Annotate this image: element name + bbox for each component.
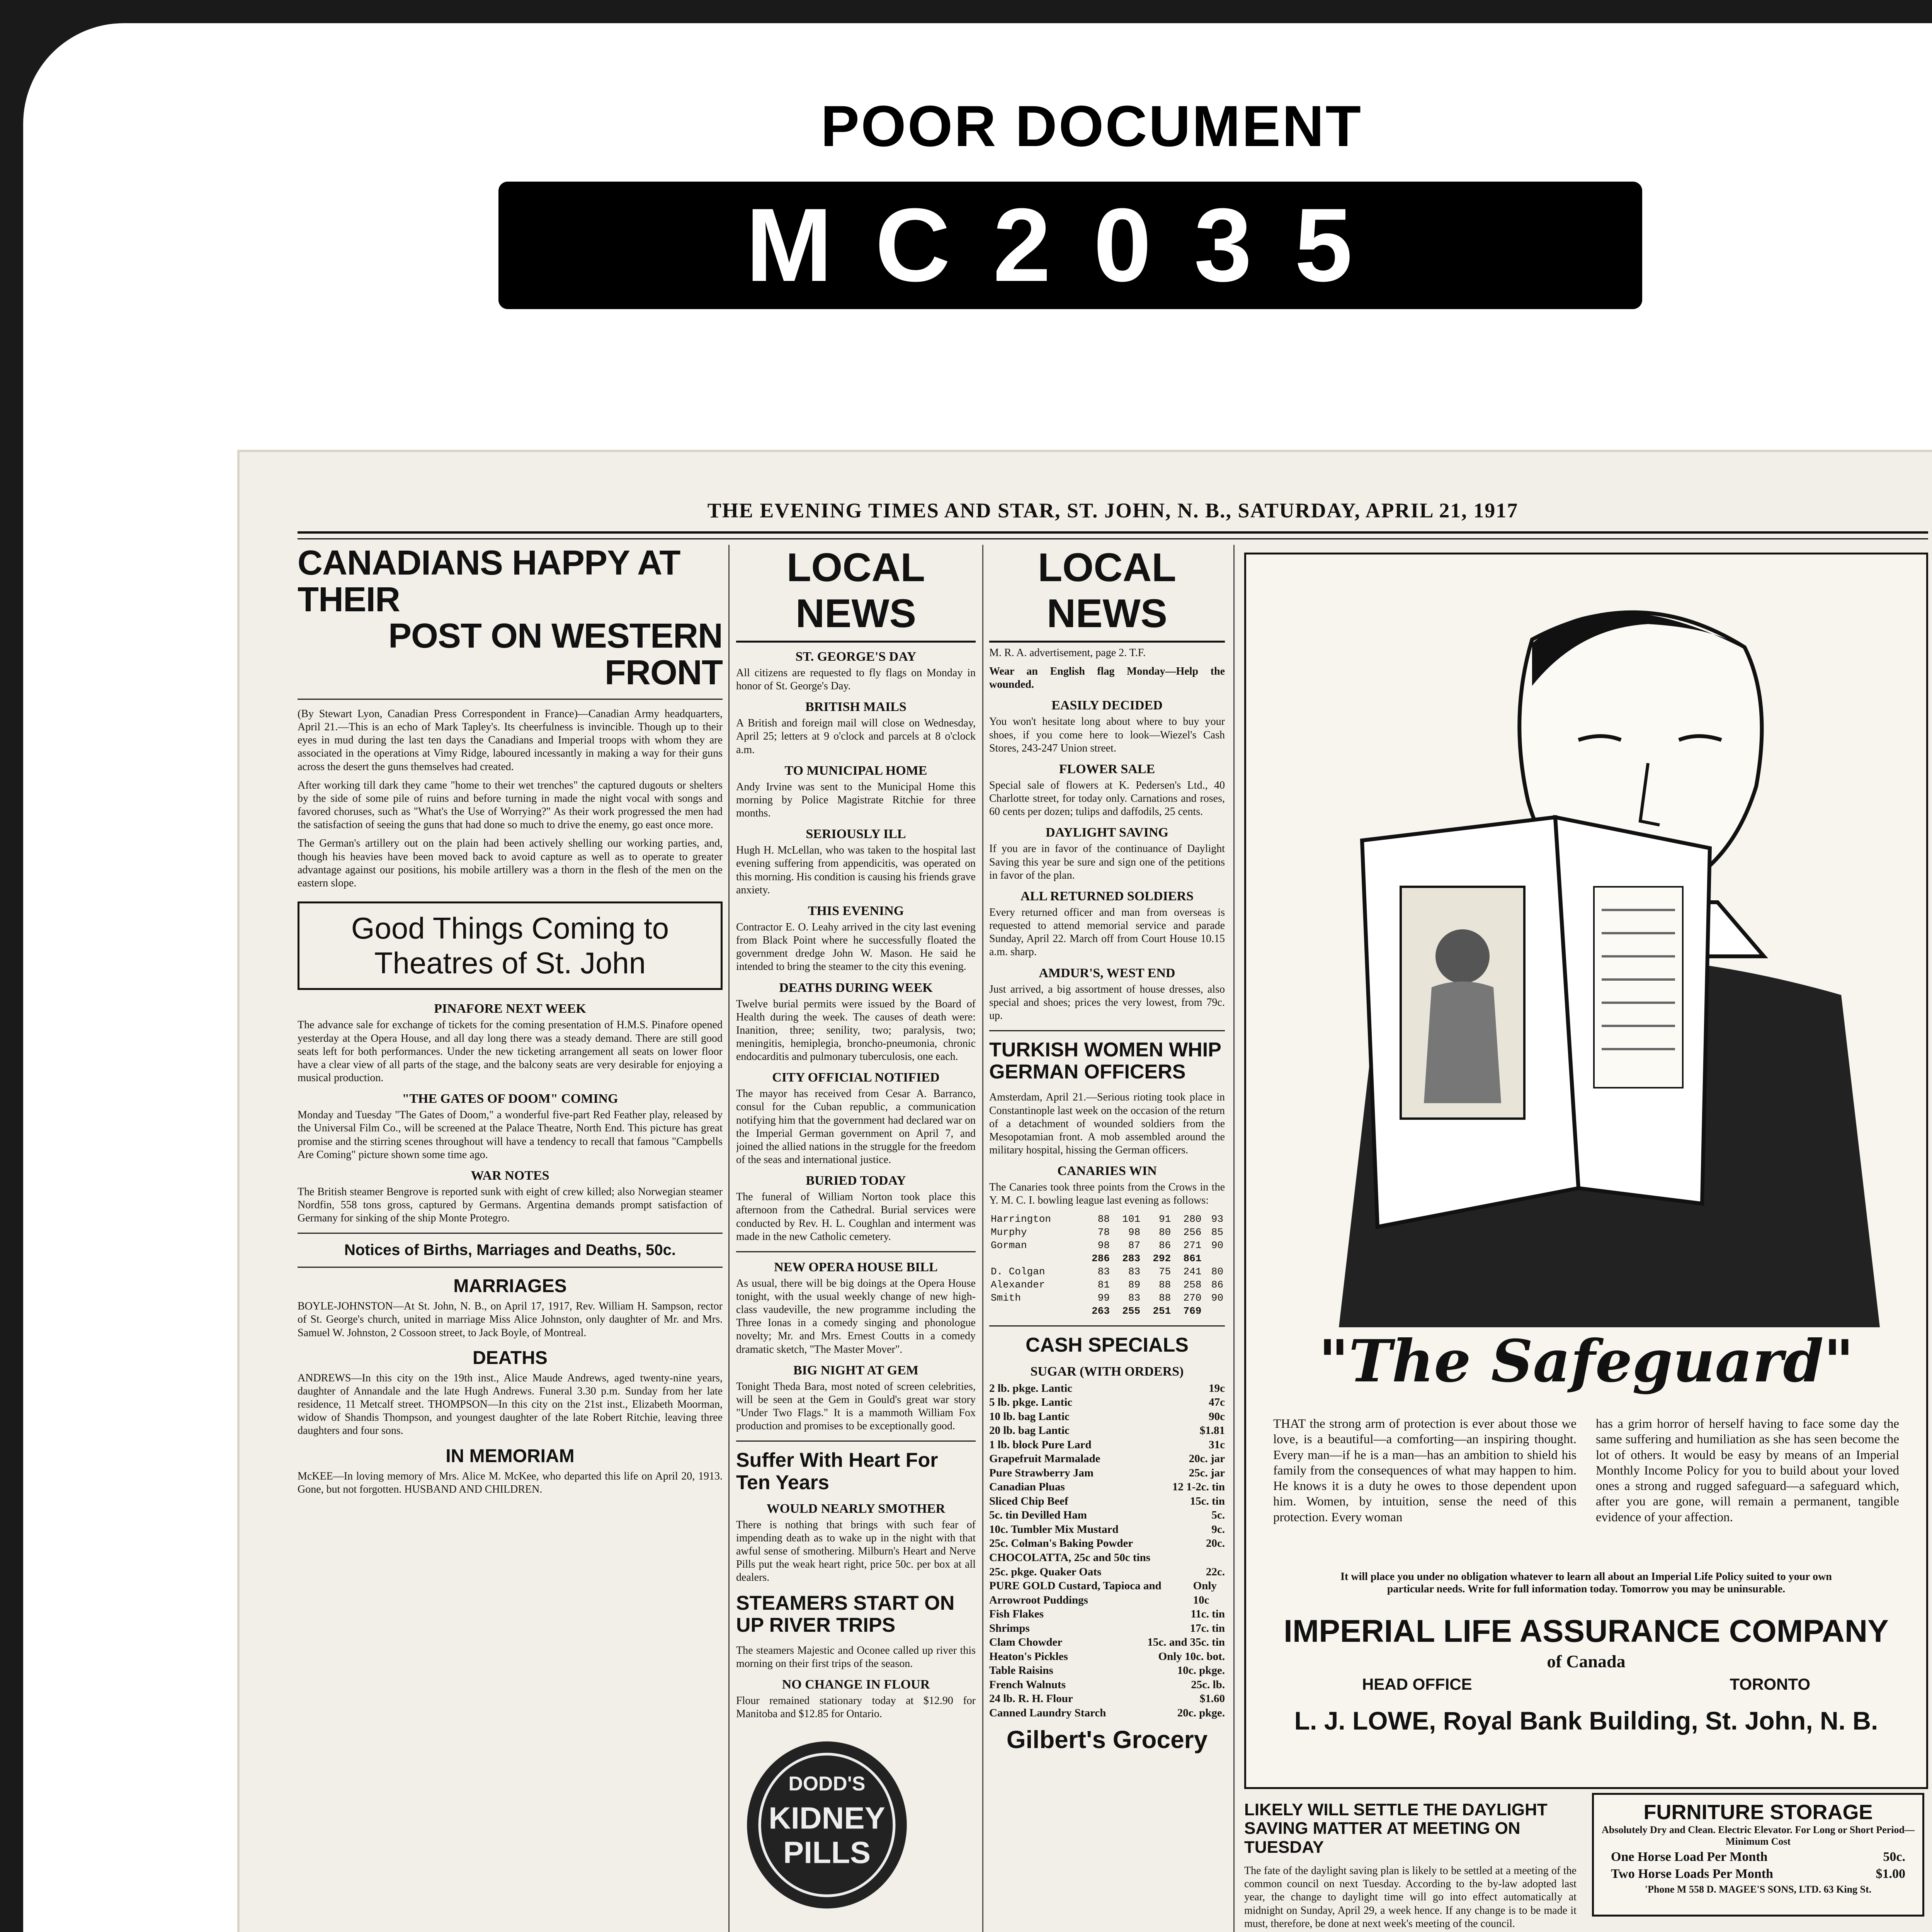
subheading: CITY OFFICIAL NOTIFIED (772, 1070, 940, 1085)
table-cell: 88 (1158, 1279, 1171, 1291)
price-list-item (989, 1423, 1225, 1438)
item-name: 24 lb. R. H. Flour (989, 1692, 1073, 1705)
kidney-label: KIDNEY (769, 1800, 885, 1835)
column-rule (728, 545, 730, 1932)
table-cell (1203, 1304, 1225, 1318)
table-row (989, 1213, 1225, 1226)
subheading-flour: NO CHANGE IN FLOUR (782, 1677, 930, 1692)
table-cell: 98 (1097, 1240, 1110, 1252)
column-rule (982, 545, 983, 1932)
news-item: Hugh H. McLellan, who was taken to the hospital last evening suffering from appendicitis, was operated on this morning. His condition is causing his friends grave anxiety. (736, 844, 976, 896)
item-name: Fish Flakes (989, 1608, 1044, 1621)
subheading: TO MUNICIPAL HOME (784, 763, 927, 778)
table-cell (989, 1252, 1081, 1265)
rate-value: $1.00 (1876, 1867, 1905, 1881)
divider (298, 1267, 723, 1268)
price-list-item (989, 1607, 1225, 1621)
price-list-item (989, 1438, 1225, 1452)
price-list-item (989, 1494, 1225, 1509)
news-item: Flour remained stationary today at $12.90 for Manitoba and $12.85 for Ontario. (736, 1695, 976, 1720)
news-item: The Canaries took three points from the Crows in the Y. M. C. I. bowling league last evening as follows: (989, 1181, 1225, 1207)
price-list-item (989, 1508, 1225, 1522)
item-price: 20c. jar (1189, 1452, 1225, 1465)
rate-value: 50c. (1883, 1850, 1905, 1864)
deaths-heading: DEATHS (473, 1347, 548, 1368)
table-total-row (989, 1304, 1225, 1318)
newspaper-page (240, 452, 1932, 1932)
column-rule (1233, 545, 1235, 1932)
item-name: 1 lb. block Pure Lard (989, 1438, 1092, 1451)
company-country: of Canada (1547, 1651, 1626, 1671)
news-item: Contractor E. O. Leahy arrived in the city last evening from Black Point where he successfully floated the government dredge John W. Mason. He said he intended to bring the steamer to the city this evening. (736, 921, 976, 973)
item-price: 10c. pkge. (1177, 1664, 1225, 1677)
news-item: M. R. A. advertisement, page 2. T.F. (989, 647, 1146, 659)
table-cell: Harrington (991, 1213, 1051, 1225)
cash-specials-subheading: SUGAR (WITH ORDERS) (1030, 1364, 1184, 1379)
price-list-item (989, 1663, 1225, 1678)
item-price: 9c. (1211, 1523, 1225, 1536)
subheading: THIS EVENING (808, 903, 904, 918)
item-name: 5 lb. pkge. Lantic (989, 1396, 1073, 1409)
article-paragraph: (By Stewart Lyon, Canadian Press Correspondent in France)—Canadian Army headquarters, April 21.—This is an echo of Mark Tapley's. Its cheerfulness is invincible. Though up to their eyes in mud during the last ten days the Canadians and Imperial troops with whom they are associated in the operations at Vimy Ridge, laboured incessantly in making a way for their guns across the desert the guns themselves had created. (298, 708, 723, 773)
table-cell: 81 (1097, 1279, 1110, 1291)
price-list-item (989, 1410, 1225, 1424)
table-cell: 769 (1183, 1305, 1202, 1317)
head-office-city: TORONTO (1730, 1675, 1810, 1693)
furniture-phone: 'Phone M 558 D. MAGEE'S SONS, LTD. 63 King St. (1645, 1884, 1872, 1895)
table-cell: 90 (1211, 1240, 1223, 1252)
suffer-heart-headline: Suffer With Heart For Ten Years (736, 1449, 938, 1494)
item-name: 2 lb. pkge. Lantic (989, 1382, 1073, 1395)
headline-canadians: CANADIANS HAPPY AT THEIR (298, 545, 680, 619)
item-name: PURE GOLD Custard, Tapioca and Arrowroot Puddings (989, 1580, 1162, 1606)
item-price: $1.60 (1199, 1692, 1225, 1705)
divider (989, 1325, 1225, 1327)
item-name: 10c. Tumbler Mix Mustard (989, 1523, 1119, 1536)
item-price: Only 10c (1193, 1580, 1217, 1606)
policy-booklet-icon (1362, 817, 1710, 1227)
table-cell: 280 (1183, 1213, 1202, 1225)
pills-label: PILLS (783, 1835, 871, 1870)
price-list-item (989, 1395, 1225, 1410)
subheading: BURIED TODAY (806, 1173, 906, 1188)
table-cell: D. Colgan (991, 1266, 1045, 1278)
headline-western-front: POST ON WESTERN FRONT (388, 617, 723, 692)
marriages-heading: MARRIAGES (453, 1276, 567, 1297)
memoriam-heading: IN MEMORIAM (446, 1446, 575, 1466)
item-name: Canned Laundry Starch (989, 1706, 1106, 1719)
table-cell: 258 (1183, 1279, 1202, 1291)
item-name: Clam Chowder (989, 1636, 1063, 1649)
table-cell: 87 (1128, 1240, 1141, 1252)
item-name: Heaton's Pickles (989, 1650, 1068, 1663)
price-list-item (989, 1551, 1225, 1565)
price-list-item (989, 1692, 1225, 1706)
furniture-title: FURNITURE STORAGE (1643, 1801, 1873, 1824)
item-price: 12 1-2c. tin (1172, 1481, 1225, 1493)
death-notice: ANDREWS—In this city on the 19th inst., Alice Maude Andrews, aged twenty-nine years, daughter of Annandale and the late Hugh Andrews. Funeral 3.30 p.m. Sunday from her late residence, 11 Metcalf street. THOMPSON—In this city on the 21st inst., Elizabeth Moorman, widow of Shandis Thompson, and youngest daughter of the late Robert Ritchie, leaving three daughters and four sons. (298, 1372, 723, 1437)
news-item: Andy Irvine was sent to the Municipal Home this morning by Police Magistrate Ritchie for three months. (736, 781, 976, 820)
subheading-opera-house: NEW OPERA HOUSE BILL (774, 1260, 938, 1274)
furniture-description: Absolutely Dry and Clean. Electric Elevator. For Long or Short Period—Minimum Cost (1602, 1824, 1915, 1847)
head-office-label: HEAD OFFICE (1362, 1675, 1472, 1693)
article-paragraph: After working till dark they came "home to their wet trenches" the captured dugouts or shelters by the side of some pile of ruins and before turning in made the night vocal with songs and favored choruses, such as "What's the Use of Worrying?" As their work progressed the men had the satisfaction of seeing the guns that had done so much to drive the enemy, go east once more. (298, 779, 723, 831)
table-cell: 86 (1158, 1240, 1171, 1252)
item-name: Pure Strawberry Jam (989, 1466, 1094, 1479)
item-name: Canadian Pluas (989, 1481, 1065, 1493)
price-list-item (989, 1678, 1225, 1692)
subheading: ST. GEORGE'S DAY (795, 650, 917, 664)
column-2 (736, 545, 976, 1932)
item-name: 10 lb. bag Lantic (989, 1410, 1070, 1423)
table-cell: 93 (1211, 1213, 1223, 1225)
table-cell: 90 (1211, 1292, 1223, 1304)
masthead: THE EVENING TIMES AND STAR, ST. JOHN, N. B., SATURDAY, APRIL 21, 1917 (707, 499, 1519, 522)
price-list-item (989, 1706, 1225, 1720)
price-list-item (989, 1466, 1225, 1480)
price-list-item (989, 1522, 1225, 1537)
price-list-item (989, 1480, 1225, 1494)
news-item: The steamers Majestic and Oconee called up river this morning on their first trips of the season. (736, 1644, 976, 1670)
table-total-row (989, 1252, 1225, 1265)
turkish-women-headline: TURKISH WOMEN WHIP GERMAN OFFICERS (989, 1038, 1221, 1083)
daylight-saving-headline: LIKELY WILL SETTLE THE DAYLIGHT SAVING MATTER AT MEETING ON TUESDAY (1244, 1800, 1548, 1857)
steamers-headline: STEAMERS START ON UP RIVER TRIPS (736, 1592, 955, 1636)
news-item: The fate of the daylight saving plan is likely to be settled at a meeting of the common council on next Tuesday. According to the by-law adopted last year, the change to daylight time will go into effect automatically at midnight on Sunday, April 29, a week hence. If any change is to be made it must, therefore, be done at next week's meeting of the council. (1244, 1865, 1577, 1930)
item-price: 90c (1209, 1410, 1225, 1423)
news-item: All citizens are requested to fly flags on Monday in honor of St. George's Day. (736, 667, 976, 692)
cash-specials-heading: CASH SPECIALS (1026, 1334, 1189, 1357)
dodds-label: DODD'S (788, 1772, 866, 1795)
table-cell: 255 (1122, 1305, 1141, 1317)
local-agent: L. J. LOWE, Royal Bank Building, St. John, N. B. (1294, 1706, 1878, 1735)
safeguard-title: "The Safeguard" (1318, 1327, 1854, 1395)
table-cell (989, 1304, 1081, 1318)
item-name: Sliced Chip Beef (989, 1495, 1068, 1507)
table-cell: 861 (1183, 1253, 1202, 1265)
subheading-pinafore: PINAFORE NEXT WEEK (434, 1002, 586, 1016)
price-list-item (989, 1579, 1225, 1607)
table-cell: 85 (1211, 1226, 1223, 1238)
subheading: AMDUR'S, WEST END (1039, 966, 1175, 980)
news-item: You won't hesitate long about where to buy your shoes, if you come here to look—Wiezel's Cash Stores, 243-247 Union street. (989, 716, 1225, 754)
item-price: 15c. and 35c. tin (1147, 1636, 1225, 1649)
company-name: IMPERIAL LIFE ASSURANCE COMPANY (1284, 1614, 1889, 1649)
item-name: 5c. tin Devilled Ham (989, 1509, 1087, 1522)
article-paragraph: The German's artillery out on the plain had been actively shelling our working parties, and, though his heavies have been moved back to avoid capture as well as to operate to greater advantage against our positions, his mobile artillery was a thorn in the flesh of the men on the eastern slope. (298, 837, 723, 889)
table-cell: Smith (991, 1292, 1021, 1304)
column-3 (989, 545, 1225, 1932)
subheading: ALL RETURNED SOLDIERS (1020, 889, 1194, 903)
item-name: Shrimps (989, 1622, 1030, 1634)
local-news-heading: LOCAL NEWS (989, 545, 1225, 643)
news-item: As usual, there will be big doings at the Opera House tonight, with the usual weekly change of new high-class vaudeville, the new programme including the Three Ionas in a comedy singing and phonologue novelty; Mr. and Mrs. Ernest Coutts in a comedy dramatic sketch, "The Master Mover". (736, 1277, 976, 1355)
news-item: The funeral of William Norton took place this afternoon from the Cathedral. Burial services were conducted by Rev. H. L. Coughlan and interment was made in the new Catholic cemetery. (736, 1191, 976, 1243)
subheading-gem: BIG NIGHT AT GEM (793, 1363, 919, 1378)
rate-label: Two Horse Loads Per Month (1611, 1867, 1773, 1881)
table-row (989, 1265, 1225, 1278)
head-office-row (1362, 1675, 1810, 1694)
news-item: Wear an English flag Monday—Help the wounded. (989, 665, 1225, 691)
table-cell: 83 (1097, 1266, 1110, 1278)
poor-document-label: POOR DOCUMENT (821, 94, 1362, 158)
item-price: 5c. (1211, 1509, 1225, 1522)
imperial-life-ad (1244, 553, 1928, 1789)
news-item: Special sale of flowers at K. Pedersen's Ltd., 40 Charlotte street, for today only. Carnations and roses, 60 cents per dozen; tulips and daffodils, 25 cents. (989, 779, 1225, 818)
theatres-box-heading: Good Things Coming to Theatres of St. John (298, 901, 723, 990)
item-price: 31c (1209, 1438, 1225, 1451)
masthead-rule (298, 531, 1928, 539)
price-list-item (989, 1635, 1225, 1650)
news-item: Just arrived, a big assortment of house dresses, also special and shoes; prices the very lowest, from 79c. up. (989, 983, 1225, 1022)
table-row (989, 1226, 1225, 1239)
table-cell: 80 (1211, 1266, 1223, 1278)
furniture-rate-row (1611, 1850, 1905, 1864)
item-price: 22c. (1206, 1565, 1225, 1578)
table-cell: 99 (1097, 1292, 1110, 1304)
microfilm-code-label: MC2035 (498, 182, 1642, 309)
suffer-subheading: WOULD NEARLY SMOTHER (766, 1501, 946, 1516)
furniture-rate-row (1611, 1867, 1905, 1881)
table-cell: 86 (1211, 1279, 1223, 1291)
dodds-kidney-pills-ad (736, 1734, 918, 1916)
table-cell: 83 (1128, 1292, 1141, 1304)
table-cell: 75 (1158, 1266, 1171, 1278)
item-name: French Walnuts (989, 1678, 1066, 1691)
subheading: DEATHS DURING WEEK (779, 980, 933, 995)
safeguard-note: It will place you under no obligation whatever to learn all about an Imperial Life Policy suited to your own particular needs. Write for full information today. Tomorrow you may be uninsurable. (1340, 1571, 1832, 1595)
divider (736, 1440, 976, 1442)
price-list-item (989, 1381, 1225, 1396)
divider (298, 699, 723, 700)
table-cell: 271 (1183, 1240, 1202, 1252)
subheading: EASILY DECIDED (1051, 698, 1163, 713)
divider (989, 1030, 1225, 1031)
table-cell: 83 (1128, 1266, 1141, 1278)
item-price: 15c. tin (1190, 1495, 1225, 1507)
table-cell: 80 (1158, 1226, 1171, 1238)
table-cell: 89 (1128, 1279, 1141, 1291)
table-cell: 283 (1122, 1253, 1141, 1265)
news-item: The mayor has received from Cesar A. Barranco, consul for the Cuban republic, a communication notifying him that the government had declared war on the Imperial German government on April 7, and joined the allied nations in the struggle for the freedom of the seas and international justice. (736, 1088, 976, 1166)
news-item: Amsterdam, April 21.—Serious rioting took place in Constantinople last week on the occasion of the return of a detachment of wounded soldiers from the Mesopotamian front. A mob assembled around the military hospital, hissing the German officers. (989, 1091, 1225, 1156)
item-price: Only 10c. bot. (1158, 1650, 1225, 1663)
subheading: DAYLIGHT SAVING (1046, 825, 1168, 840)
table-cell: Murphy (991, 1226, 1027, 1238)
price-list-item (989, 1452, 1225, 1466)
table-cell: 101 (1122, 1213, 1141, 1225)
divider (736, 1251, 976, 1252)
price-list-item (989, 1650, 1225, 1664)
table-cell: 88 (1097, 1213, 1110, 1225)
subheading: FLOWER SALE (1059, 762, 1155, 776)
safeguard-copy (1273, 1416, 1899, 1525)
news-item: Tonight Theda Bara, most noted of screen celebrities, will be seen at the Gem in Gould's great war story "Under Two Flags." It is a mammoth William Fox production and promises to be exceptionally good. (736, 1380, 976, 1432)
bowling-scores-table (989, 1213, 1225, 1318)
subheading-gates-of-doom: "THE GATES OF DOOM" COMING (402, 1092, 618, 1106)
news-item: If you are in favor of the continuance of Daylight Saving this year be sure and sign one of the petitions in favor of the plan. (989, 843, 1225, 881)
table-row (989, 1291, 1225, 1304)
item-price: 11c. tin (1190, 1608, 1225, 1621)
table-cell: 78 (1097, 1226, 1110, 1238)
item-name: Table Raisins (989, 1664, 1053, 1677)
column-4 (1244, 1793, 1577, 1932)
item-name: Grapefruit Marmalade (989, 1452, 1100, 1465)
table-cell: 251 (1153, 1305, 1171, 1317)
column-1 (298, 545, 723, 1932)
news-item: Twelve burial permits were issued by the Board of Health during the week. The causes of death were: Inanition, three; senility, two; paralysis, two; meningitis, hemiplegia, broncho-pneumonia, chronic endocarditis and pulmonary tuberculosis, one each. (736, 998, 976, 1063)
table-cell: 91 (1158, 1213, 1171, 1225)
subheading: BRITISH MAILS (805, 700, 906, 714)
table-cell (1203, 1252, 1225, 1265)
item-price: 47c (1209, 1396, 1225, 1409)
table-cell: 256 (1183, 1226, 1202, 1238)
article-paragraph: Monday and Tuesday "The Gates of Doom," a wonderful five-part Red Feather play, released by the Universal Film Co., will be screened at the Palace Theatre, North End. This picture has great promise and the stirring scenes throughout will have a tendency to recall that famous "Campbells Are Coming" picture shown some time ago. (298, 1109, 723, 1161)
gilberts-grocery-name: Gilbert's Grocery (1006, 1726, 1208, 1754)
article-paragraph: The British steamer Bengrove is reported sunk with eight of crew killed; also Norwegian steamer Nordfin, 558 tons gross, captured by Germans. Argentina demands prompt satisfaction of Germany for sinking of the ship Monte Protegro. (298, 1185, 723, 1225)
article-paragraph: The advance sale for exchange of tickets for the coming presentation of H.M.S. Pinafore opened yesterday at the Opera House, and all day long there was a steady demand. There are still good seats left for both performances. Under the new ticketing arrangement all seats on lower floor have a clear view of all parts of the stage, and the balcony seats are very desirable for enjoying a musical production. (298, 1019, 723, 1084)
table-cell: 263 (1092, 1305, 1110, 1317)
table-cell: 98 (1128, 1226, 1141, 1238)
table-row (989, 1278, 1225, 1291)
marriage-notice: BOYLE-JOHNSTON—At St. John, N. B., on April 17, 1917, Rev. William H. Sampson, rector of St. George's church, united in marriage Miss Alice Johnston, only daughter of Mr. and Mrs. Samuel W. Johnston, 2 Cossoon street, to Jack Boyle, of Montreal. (298, 1300, 723, 1339)
item-name: 25c. Colman's Baking Powder (989, 1537, 1133, 1550)
safeguard-copy-right: has a grim horror of herself having to face some day the same suffering and humiliation as she has seen become the lot of others. It would be easy by means of an Imperial Monthly Income Policy for you to build about your loved ones a strong and rugged safeguard—a safeguard which, after you are gone, will remain a permanent, tangible evidence of your affection. (1596, 1417, 1899, 1524)
table-cell: 286 (1092, 1253, 1110, 1265)
item-name: CHOCOLATTA, 25c and 50c tins (989, 1551, 1151, 1564)
ad-copy: There is nothing that brings with such fear of impending death as to wake up in the night with that awful sense of smothering. Milburn's Heart and Nerve Pills put the weak heart right, price 50c. per box at all dealers. (736, 1519, 976, 1584)
local-news-heading: LOCAL NEWS (736, 545, 976, 643)
memoriam-notice: McKEE—In loving memory of Mrs. Alice M. McKee, who departed this life on April 20, 1913. Gone, but not forgotten. HUSBAND AND CHILDREN. (298, 1470, 723, 1495)
item-price: 25c. jar (1189, 1466, 1225, 1479)
item-price: 25c. lb. (1191, 1678, 1225, 1691)
news-item: Every returned officer and man from overseas is requested to attend memorial service and parade Sunday, April 22. March off from Court House 10.15 a.m. sharp. (989, 906, 1225, 958)
price-list-item (989, 1565, 1225, 1579)
furniture-storage-ad (1592, 1793, 1924, 1917)
item-name: 25c. pkge. Quaker Oats (989, 1565, 1102, 1578)
table-cell: 292 (1153, 1253, 1171, 1265)
table-cell: Gorman (991, 1240, 1027, 1252)
item-price: 20c. pkge. (1177, 1706, 1225, 1719)
item-price: 20c. (1206, 1537, 1225, 1550)
news-item: A British and foreign mail will close on Wednesday, April 25; letters at 9 o'clock and parcels at 8 o'clock a.m. (736, 717, 976, 756)
table-cell: 241 (1183, 1266, 1202, 1278)
table-row (989, 1239, 1225, 1252)
table-cell: 270 (1183, 1292, 1202, 1304)
subheading: SERIOUSLY ILL (806, 827, 906, 842)
item-price: 17c. tin (1190, 1622, 1225, 1634)
man-reading-policy-illustration (1262, 570, 1911, 1327)
column-5 (1592, 1924, 1924, 1932)
notices-heading: Notices of Births, Marriages and Deaths, 50c. (344, 1242, 676, 1259)
rate-label: One Horse Load Per Month (1611, 1850, 1768, 1864)
item-price: 19c (1209, 1382, 1225, 1395)
cash-specials-list (989, 1381, 1225, 1720)
subheading-war-notes: WAR NOTES (471, 1168, 549, 1183)
price-list-item (989, 1621, 1225, 1636)
item-price: $1.81 (1199, 1424, 1225, 1437)
table-cell: Alexander (991, 1279, 1045, 1291)
table-cell: 88 (1158, 1292, 1171, 1304)
safeguard-copy-left: THAT the strong arm of protection is ever about those we love, is a beautiful—a comforting—an inspiring thought. Every man—if he is a man—has an ambition to shield his family from the consequences of what may happen to him. He knows it is a duty he owes to those dependent upon him. Women, by intuition, sense the need of this protection. Every woman (1273, 1417, 1577, 1524)
canaries-heading: CANARIES WIN (1057, 1164, 1157, 1179)
price-list-item (989, 1536, 1225, 1551)
item-name: 20 lb. bag Lantic (989, 1424, 1070, 1437)
divider (298, 1233, 723, 1234)
